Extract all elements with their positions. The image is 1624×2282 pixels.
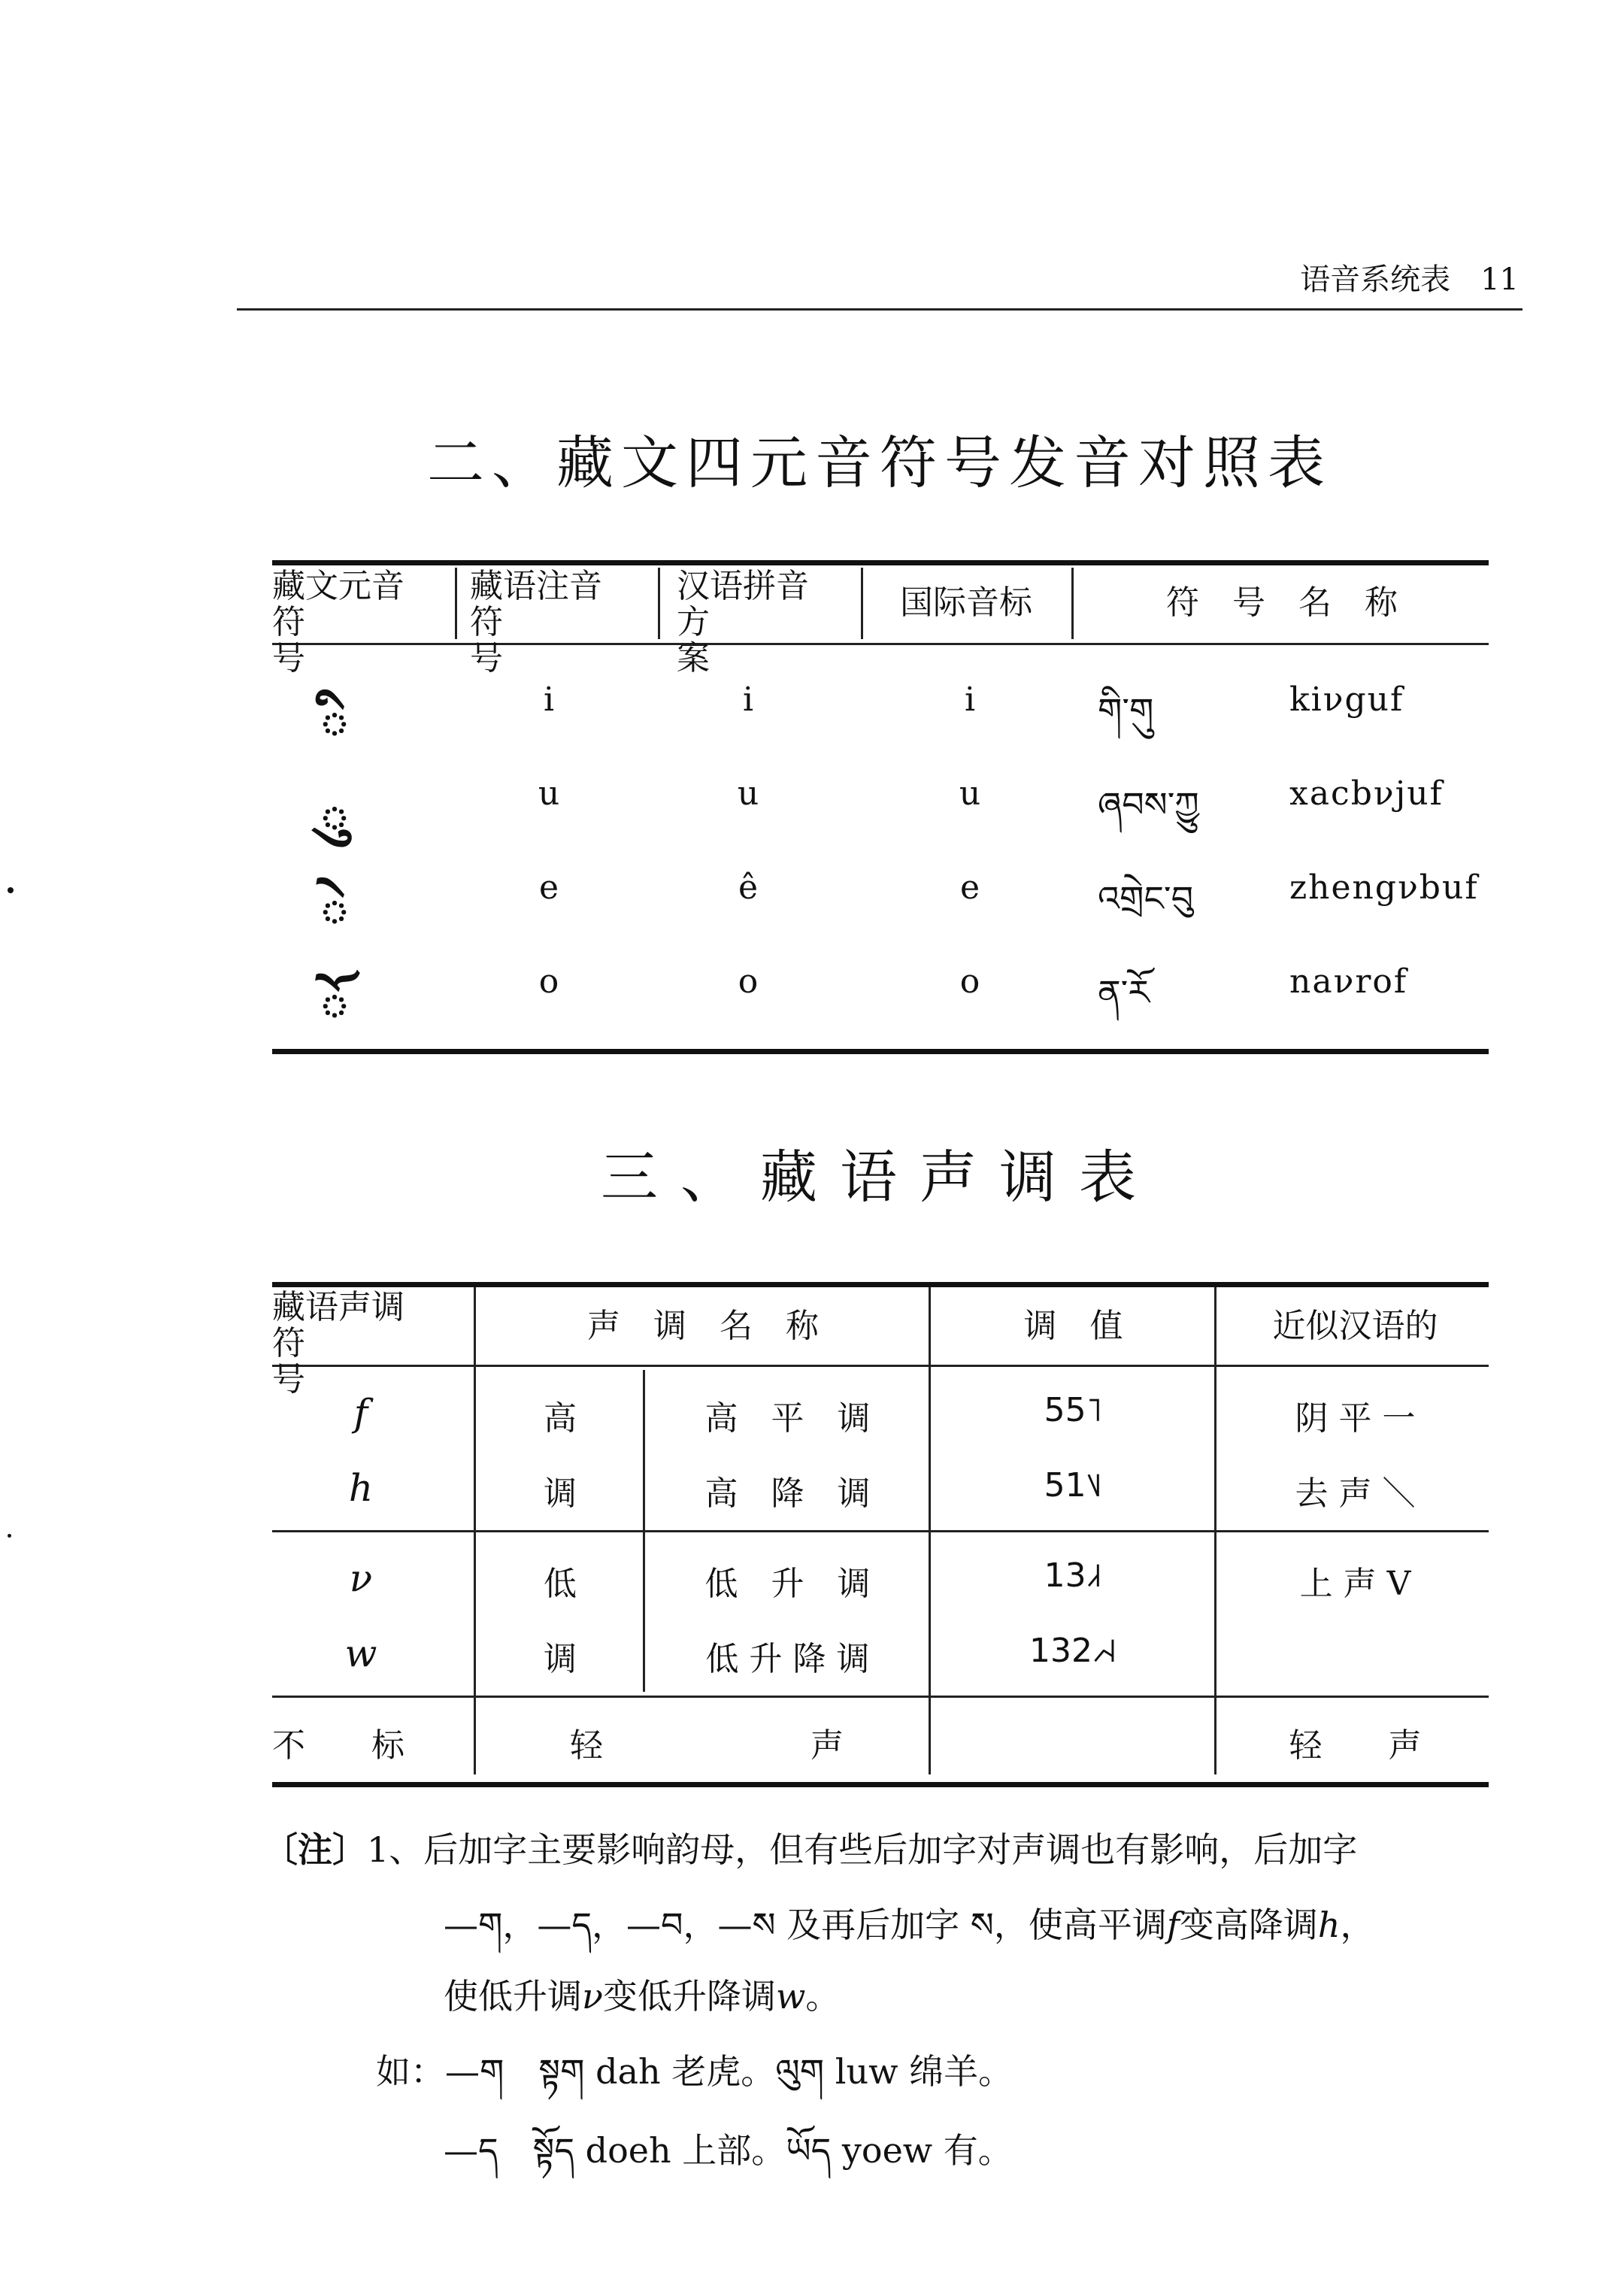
tone-chinese-equivalent: 去 声 ＼ xyxy=(1295,1474,1416,1513)
vowel-header-pinyin-bl: 方 xyxy=(677,603,710,641)
example-romanized: dah xyxy=(595,2051,661,2092)
note-line-3-v: ν xyxy=(582,1976,603,2017)
tone-table-title: 三、藏语声调表 xyxy=(601,1144,1159,1211)
example-romanized: luw xyxy=(835,2051,898,2092)
example-gloss: 老虎。 xyxy=(671,2051,776,2092)
running-head-title: 语音系统表 xyxy=(1300,262,1451,297)
vowel-romanized-name: kiνguf xyxy=(1289,680,1404,719)
tone-header-symbol-top: 藏语声调 xyxy=(272,1288,404,1326)
note-prefix: 〔注〕 xyxy=(263,1829,367,1870)
note-line-3-part: 使低升调 xyxy=(444,1976,582,2017)
tone-value: 13˩˧ xyxy=(1044,1556,1103,1595)
vowel-pinyin: u xyxy=(737,774,759,813)
note-line-2-f: f xyxy=(1166,1905,1180,1945)
running-head xyxy=(1300,256,1519,299)
vowel-table-top-rule xyxy=(272,560,1489,565)
vowel-col-divider xyxy=(861,568,863,639)
note-line-2-end: ， xyxy=(1340,1905,1375,1945)
tone-chinese-equivalent: 轻 声 xyxy=(1289,1726,1422,1765)
note-example-1 xyxy=(376,2049,1013,2094)
vowel-table-header-rule xyxy=(272,643,1489,645)
tone-name-left: 轻 xyxy=(570,1726,603,1765)
tone-symbol: ν xyxy=(349,1556,373,1600)
tone-col-divider xyxy=(643,1370,645,1692)
example-gloss: 有。 xyxy=(943,2130,1013,2171)
tone-header-value: 调 值 xyxy=(1023,1307,1123,1345)
vowel-header-pinyin-br: 案 xyxy=(677,639,710,677)
note-example-2 xyxy=(444,2128,1013,2173)
note-line-3 xyxy=(444,1974,840,2019)
vowel-header-name: 符 号 名 称 xyxy=(1166,583,1398,622)
example-romanized: doeh xyxy=(585,2130,671,2171)
vowel-tibetan-name: ཞབས་ཀྱུ xyxy=(1098,784,1199,825)
tone-table-bottom-rule xyxy=(272,1782,1489,1787)
vowel-zhuyin: e xyxy=(538,868,559,907)
tone-header-symbol-bl: 符 xyxy=(272,1324,305,1362)
example-label: 如： xyxy=(376,2051,445,2092)
note-line-2-h: h xyxy=(1317,1905,1341,1945)
tone-header-name: 声 调 名 称 xyxy=(587,1307,819,1345)
page-number: 11 xyxy=(1480,262,1519,297)
vowel-header-symbol xyxy=(272,568,449,677)
vowel-header-pinyin xyxy=(677,568,846,677)
example-tibetan: སྟོད xyxy=(532,2130,575,2171)
vowel-mark: ུ xyxy=(320,790,350,853)
tone-table-top-rule xyxy=(272,1282,1489,1287)
vowel-zhuyin: u xyxy=(538,774,560,813)
vowel-mark: ེ xyxy=(320,884,350,947)
note-line-1-text: 1、后加字主要影响韵母，但有些后加字对声调也有影响，后加字 xyxy=(367,1829,1358,1870)
vowel-tibetan-name: ན་རོ xyxy=(1098,972,1150,1013)
vowel-tibetan-name: གི་གུ xyxy=(1098,690,1154,731)
example-gloss: 绵羊。 xyxy=(909,2051,1013,2092)
vowel-ipa: i xyxy=(964,680,976,719)
vowel-ipa: o xyxy=(959,962,980,1001)
tone-header-chinese: 近似汉语的 xyxy=(1272,1307,1438,1345)
vowel-pinyin: o xyxy=(738,962,759,1001)
tone-symbol: 不 标 xyxy=(272,1726,404,1765)
vowel-header-zhuyin-bl: 符 xyxy=(470,603,503,641)
vowel-mark: ོ xyxy=(320,978,350,1041)
tone-register: 调 xyxy=(544,1640,577,1678)
note-line-3-part: 变低升降调 xyxy=(602,1976,776,2017)
example-suffix: —ག xyxy=(445,2051,504,2092)
tone-value: 55˥ xyxy=(1044,1391,1103,1429)
vowel-romanized-name: naνrof xyxy=(1289,962,1408,1001)
vowel-pinyin: ê xyxy=(738,868,759,907)
tone-header-symbol-br: 号 xyxy=(272,1360,305,1399)
example-gloss: 上部。 xyxy=(682,2130,786,2171)
margin-speck xyxy=(8,1534,11,1538)
running-head-rule xyxy=(237,308,1522,311)
tone-name: 低 升 降 调 xyxy=(705,1640,870,1678)
example-suffix: —ད xyxy=(444,2130,498,2171)
vowel-header-symbol-top: 藏文元音 xyxy=(272,567,404,605)
tone-chinese-equivalent: 上 声 V xyxy=(1299,1565,1411,1603)
tone-col-divider xyxy=(474,1287,476,1774)
example-romanized: yoew xyxy=(841,2130,933,2171)
note-line-2-part: —ག，—ད，—བ，—ས 及再后加字 ས，使高平调 xyxy=(444,1905,1167,1945)
tone-table-group-rule xyxy=(272,1530,1489,1532)
vowel-header-symbol-br: 号 xyxy=(272,639,305,677)
tone-name: 低 升 调 xyxy=(704,1565,871,1603)
tone-register: 高 xyxy=(544,1399,577,1438)
vowel-pinyin: i xyxy=(742,680,754,719)
tone-symbol: f xyxy=(353,1391,368,1435)
vowel-header-symbol-bl: 符 xyxy=(272,603,305,641)
tone-symbol: w xyxy=(344,1632,377,1675)
vowel-header-ipa: 国际音标 xyxy=(900,583,1032,622)
tone-header-symbol xyxy=(272,1289,430,1398)
tone-table-neutral-rule xyxy=(272,1696,1489,1698)
tone-register: 调 xyxy=(544,1474,577,1513)
vowel-tibetan-name: འགྲེང་བུ xyxy=(1098,878,1194,919)
vowel-table-title: 二、藏文四元音符号发音对照表 xyxy=(427,429,1332,496)
vowel-header-zhuyin xyxy=(470,568,647,677)
margin-speck xyxy=(8,887,14,893)
example-tibetan: ལུག xyxy=(775,2051,825,2092)
tone-name: 高 平 调 xyxy=(704,1399,871,1438)
vowel-col-divider xyxy=(1071,568,1074,639)
tone-chinese-equivalent: 阴 平 一 xyxy=(1295,1399,1416,1438)
tone-table-header-rule xyxy=(272,1365,1489,1367)
tone-symbol: h xyxy=(348,1466,374,1510)
vowel-romanized-name: xacbνjuf xyxy=(1289,774,1444,813)
vowel-mark: ི xyxy=(320,696,350,759)
note-line-2-part: 变高降调 xyxy=(1179,1905,1318,1945)
note-line-2 xyxy=(444,1902,1375,1947)
example-tibetan: སྟག xyxy=(538,2051,585,2092)
vowel-col-divider xyxy=(658,568,660,639)
tone-name-right: 声 xyxy=(810,1726,844,1765)
note-line-3-w: w xyxy=(775,1976,806,2017)
vowel-romanized-name: zhengνbuf xyxy=(1289,868,1479,907)
vowel-ipa: u xyxy=(959,774,981,813)
vowel-zhuyin: i xyxy=(543,680,555,719)
vowel-header-zhuyin-top: 藏语注音 xyxy=(470,567,602,605)
note-line-1 xyxy=(263,1827,1357,1872)
tone-name: 高 降 调 xyxy=(704,1474,871,1513)
vowel-header-pinyin-top: 汉语拼音 xyxy=(677,567,809,605)
tone-col-divider xyxy=(929,1287,931,1774)
example-tibetan: ཡོད xyxy=(786,2130,832,2171)
vowel-col-divider xyxy=(455,568,457,639)
tone-col-divider xyxy=(1214,1287,1216,1774)
tone-register: 低 xyxy=(544,1565,577,1603)
tone-value: 51˥˩ xyxy=(1044,1466,1103,1505)
vowel-table-bottom-rule xyxy=(272,1049,1489,1054)
vowel-zhuyin: o xyxy=(538,962,559,1001)
vowel-ipa: e xyxy=(959,868,980,907)
vowel-header-zhuyin-br: 号 xyxy=(470,639,503,677)
tone-value: 132˩˧˨ xyxy=(1029,1632,1117,1670)
note-line-3-end: 。 xyxy=(805,1976,841,2017)
